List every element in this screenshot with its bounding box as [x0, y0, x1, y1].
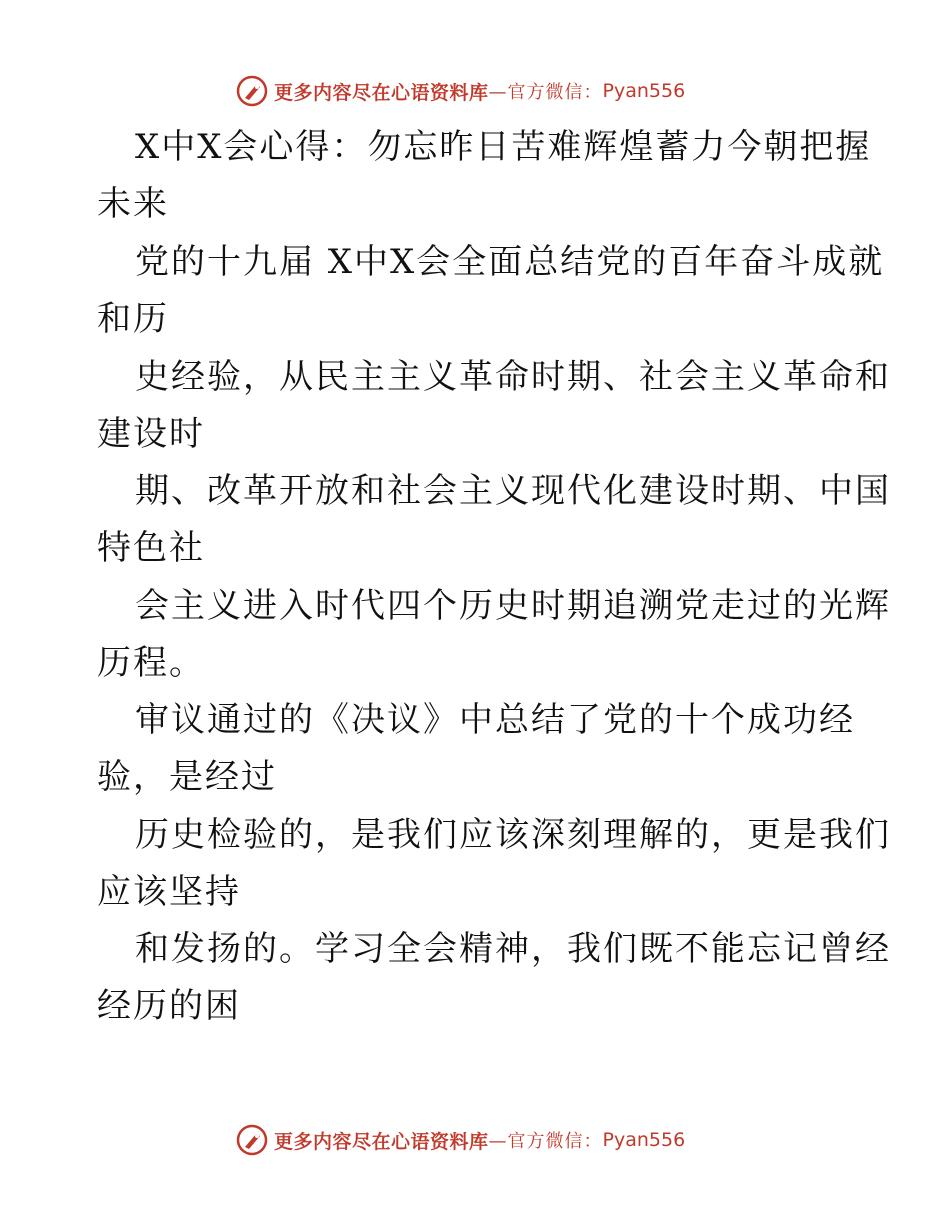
paragraph-line: 历程。: [97, 643, 205, 683]
paragraph-line: 期、改革开放和社会主义现代化建设时期、中国: [135, 471, 891, 511]
header-watermark: [236, 73, 685, 109]
paragraph-line: 未来: [97, 184, 169, 224]
watermark-main-text: 更多内容尽在心语资料库: [274, 1130, 489, 1153]
watermark-wechat-id: Pyan556: [602, 1129, 686, 1151]
paragraph-line: 建设时: [97, 414, 205, 454]
paragraph-line: 和发扬的。学习全会精神，我们既不能忘记曾经: [135, 929, 891, 969]
paragraph-line: 党的十九届 X中X会全面总结党的百年奋斗成就: [135, 242, 885, 282]
paragraph-line: 审议通过的《决议》中总结了党的十个成功经: [135, 700, 855, 740]
paragraph-line: 和历: [97, 299, 169, 339]
paragraph-line: 史经验，从民主主义革命时期、社会主义革命和: [135, 357, 891, 397]
watermark-main-text: 更多内容尽在心语资料库: [274, 81, 489, 104]
paragraph-line: X中X会心得：勿忘昨日苦难辉煌蓄力今朝把握: [135, 127, 872, 167]
watermark-sub-text: —官方微信：: [488, 82, 603, 103]
footer-watermark: [236, 1122, 685, 1158]
watermark-wechat-id: Pyan556: [602, 80, 686, 102]
paragraph-line: 应该坚持: [97, 872, 241, 912]
paragraph-line: 历史检验的，是我们应该深刻理解的，更是我们: [135, 815, 891, 855]
paragraph-line: 经历的困: [97, 986, 241, 1026]
paragraph-line: 会主义进入时代四个历史时期追溯党走过的光辉: [135, 586, 891, 626]
pen-logo-icon: [236, 1124, 268, 1156]
paragraph-line: 验，是经过: [97, 757, 277, 797]
paragraph-line: 特色社: [97, 528, 205, 568]
pen-logo-icon: [236, 75, 268, 107]
watermark-sub-text: —官方微信：: [488, 1131, 603, 1152]
